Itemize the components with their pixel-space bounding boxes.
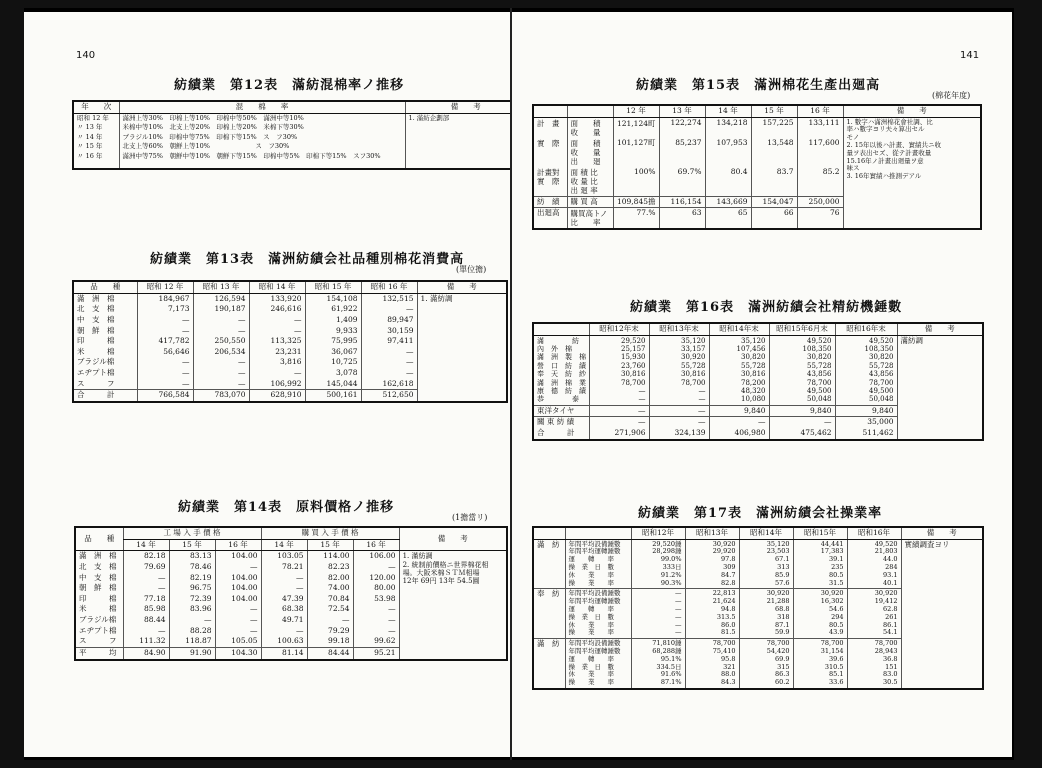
table-row: 北 支 棉 7,173 190,187 246,616 61,922 — <box>73 304 507 315</box>
factory-price-group: 工 場 入 手 價 格 <box>123 527 261 539</box>
table-row: ブラジル棉 88.44 — — 49.71 — — <box>75 615 507 626</box>
company-row: 奉 紡 年間平均設備錘數 年間平均運轉錘數 運 轉 率 操 業 日 數 休 業 率 操 業 率 — — — — — — 22,813 21,624 94.8 313.5 86.0 81.5 30,920 21,288 68.8 318 87.1 59.9 30,920 16,302 54.6 294 80.5 43.9 30,920 19,412 62.8 261 86.1 54.1 <box>533 589 983 639</box>
table-13-unit: (單位擔) <box>456 265 487 274</box>
table-row: ス フ 111.32 118.87 105.05 100.63 99.18 99.62 <box>75 636 507 647</box>
table-14: 品 種 工 場 入 手 價 格 購 買 入 手 價 格 備 考 14 年 15 年 16 年 14 年 15 年 16 年 滿 洲 棉 82.18 83.13 104.00 103.05 114.00 106.00 1. 滿紡調 2. 統制前價格ニ世界棉花相 場。大阪米棉ＳＴＭ相場 12年 69円 13年 54.5圓 北 支 棉 79.69 78.46 — 78.21 82.23 — 中 支 棉 — 82.19 104.00 — 82.00 120.00 朝 鮮 棉 — 96.75 104.00 — 74.00 80.00 印 棉 77.18 72.39 104.00 47.39 70.84 53.98 米 棉 85.98 83.96 — 68.38 72.54 — ブラジル棉 88.44 — — 49.71 — — エヂプト棉 — 88.28 — — 79.29 — ス フ 111.32 118.87 105.05 100.63 99.18 99.62 平 均 84.90 91.90 104.30 81.14 84.44 95.21 <box>74 526 508 661</box>
table-row: 出廻高 購買高トノ 比 率 77.% 63 65 66 76 <box>533 208 981 230</box>
average-row: 平 均 84.90 91.90 104.30 81.14 84.44 95.21 <box>75 647 507 659</box>
table-16: 昭和12年末 昭和13年末 昭和14年末 昭和15年6月末 昭和16年末 備 考 滿 紡 內 外 棉 滿 洲 製 棉 營 口 紡 績 奉 天 紡 紗 滿 洲 棉 業 康 德 紡 績 恭 泰 29,520 25,157 15,930 23,760 30,816 78,700 — — 35,120 33,157 30,920 55,728 30,816 78,700 — — 35,120 107,456 30,820 55,728 30,816 78,200 48,320 10,080 49,520 108,350 30,820 55,728 43,856 78,700 49,500 50,048 49,520 108,350 30,820 55,728 43,856 78,700 49,500 50,048 滿紡調 東洋タイヤ — — 9,840 9,840 9,840 關 東 紡 績 — — — — 35,000 合 計 271,906 324,139 406,980 475,462 511,462 <box>532 322 984 441</box>
table-row: 中 支 棉 — — — 1,409 89,947 <box>73 315 507 326</box>
note: 實績調査ヨリ <box>901 539 983 689</box>
table-14-title: 紡績業 第14表 原料價格ノ推移 <box>178 500 395 515</box>
table-14-unit: (1擔當リ) <box>452 513 488 522</box>
table-row: 朝 鮮 棉 — 96.75 104.00 — 74.00 80.00 <box>75 583 507 594</box>
col-note: 備 考 <box>405 101 510 113</box>
table-row: 〃 16 年 滿洲中等75% 朝鮮中等10% 朝鮮下等15% 印棉中等5% 印棉下等15% スフ30% <box>73 152 510 169</box>
col-rate: 混 棉 率 <box>119 101 405 113</box>
table-row: 昭和 12 年 滿洲上等30% 印棉上等10% 印棉中等50% 滿洲中等10% 1. 滿紡企劃部 <box>73 113 510 123</box>
table-15-title: 紡績業 第15表 滿洲棉花生產出廻高 <box>636 78 881 93</box>
table-row: 〃 14 年 ブラジル10% 印棉中等75% 印棉下等15% ス フ30% <box>73 133 510 142</box>
table-row: 關 東 紡 績 — — — — 35,000 <box>533 417 983 428</box>
table-13: 品 種 昭和 12 年 昭和 13 年 昭和 14 年 昭和 15 年 昭和 16 年 備 考 滿 洲 棉 184,967 126,594 133,920 154,108 132,515 1. 滿紡調 北 支 棉 7,173 190,187 246,616 61,922 — 中 支 棉 — — — 1,409 89,947 朝 鮮 棉 — — — 9,933 30,159 印 棉 417,782 250,550 113,325 75,995 97,411 米 棉 56,646 206,534 23,231 36,067 — ブラジル棉 — — 3,816 10,725 — エヂプト棉 — — — 3,078 — ス フ — — 106,992 145,044 162,618 合 計 766,584 783,070 628,910 500,161 512,650 <box>72 280 508 403</box>
company-row: 滿 紡 年間平均設備錘數 年間平均運轉錘數 運 轉 率 操 業 日 數 休 業 率 操 業 率 71,810錘 68,288錘 95.1% 334.5日 91.6% 87.1% 78,700 75,410 95.8 321 88.0 84.3 78,700 54,420 69.9 315 86.3 60.2 78,700 31,154 39.6 310.5 85.1 33.6 78,700 28,943 36.8 151 83.0 30.5 <box>533 639 983 689</box>
table-15: 12 年 13 年 14 年 15 年 16 年 備 考 計 畫 面 積 收 量 121,124町 122,274 134,218 157,225 133,111 1. 數字ハ滿洲棉花會社調、比 率ハ數字ヨリ夫々算出セル モノ 2. 15年以後ハ計畫、實績共ニ收 量ヲ表出セズ、從テ計畫收量 15.16年ノ計畫出廻量ヲ意 味ス 3. 16年實績ハ推測デアル 實 際 面 積 收 量 出 廻 101,127町 85,237 107,953 13,548 117,600 計畫對 實 際 面 積 比 收 量 比 出 廻 率 100% 69.7% 80.4 83.7 85.2 紡 績 購 買 高 109,845擔 116,154 143,669 154,047 250,000 出廻高 購買高トノ 比 率 77.% 63 65 66 76 <box>532 104 982 230</box>
note: 1. 數字ハ滿洲棉花會社調、比 率ハ數字ヨリ夫々算出セル モノ 2. 15年以後ハ計畫、實績共ニ收 量ヲ表出セズ、從テ計畫收量 15.16年ノ計畫出廻量ヲ意 味ス 3. 16年實績ハ推測デアル <box>843 117 981 229</box>
table-row: 米 棉 56,646 206,534 23,231 36,067 — <box>73 347 507 358</box>
table-row: 中 支 棉 — 82.19 104.00 — 82.00 120.00 <box>75 573 507 584</box>
table-row: 滿 紡 內 外 棉 滿 洲 製 棉 營 口 紡 績 奉 天 紡 紗 滿 洲 棉 業 康 德 紡 績 恭 泰 29,520 25,157 15,930 23,760 30,816 78,700 — — 35,120 33,157 30,920 55,728 30,816 78,700 — — 35,120 107,456 30,820 55,728 30,816 78,200 48,320 10,080 49,520 108,350 30,820 55,728 43,856 78,700 49,500 50,048 49,520 108,350 30,820 55,728 43,856 78,700 49,500 50,048 滿紡調 <box>533 335 983 405</box>
table-17: 昭和12年 昭和13年 昭和14年 昭和15年 昭和16年 備 考 滿 紡 年間平均設備錘數 年間平均運轉錘數 運 轉 率 操 業 日 數 休 業 率 操 業 率 29,520錘 28,298錘 99.0% 333日 91.2% 90.3% 30,920 29,920 97.8 309 84.7 82.8 35,120 23,503 67.1 313 85.9 57.6 44,441 17,383 39.1 235 80.5 31.5 49,520 21,803 44.0 284 93.1 40.1 實績調査ヨリ 奉 紡 年間平均設備錘數 年間平均運轉錘數 運 轉 率 操 業 日 數 休 業 率 操 業 率 — — — — — — 22,813 21,624 94.8 313.5 86.0 81.5 30,920 21,288 68.8 318 87.1 59.9 30,920 16,302 54.6 294 80.5 43.9 30,920 19,412 62.8 261 86.1 54.1 滿 紡 年間平均設備錘數 年間平均運轉錘數 運 轉 率 操 業 日 數 休 業 率 操 業 率 71,810錘 68,288錘 95.1% 334.5日 91.6% 87.1% 78,700 75,410 95.8 321 88.0 84.3 78,700 54,420 69.9 315 86.3 60.2 78,700 31,154 39.6 310.5 85.1 33.6 78,700 28,943 36.8 151 83.0 30.5 <box>532 526 984 690</box>
table-13-title: 紡績業 第13表 滿洲紡績会社品種別棉花消費高 <box>150 252 465 267</box>
page-number: 141 <box>960 50 980 61</box>
table-row: エヂプト棉 — 88.28 — — 79.29 — <box>75 626 507 637</box>
table-row: ス フ — — 106,992 145,044 162,618 <box>73 379 507 390</box>
table-row: 實 際 面 積 收 量 出 廻 101,127町 85,237 107,953 13,548 117,600 <box>533 138 981 167</box>
book-spread <box>24 8 1014 760</box>
note: 滿紡調 <box>897 335 983 440</box>
notes: 1. 滿紡調 2. 統制前價格ニ世界棉花相 場。大阪米棉ＳＴＭ相場 12年 69円 13年 54.5圓 <box>399 551 507 660</box>
company-names: 滿 紡 內 外 棉 滿 洲 製 棉 營 口 紡 績 奉 天 紡 紗 滿 洲 棉 業 康 德 紡 績 恭 泰 <box>533 335 589 405</box>
table-16-title: 紡績業 第16表 滿洲紡績会社精紡機錘數 <box>630 300 903 315</box>
purchase-price-group: 購 買 入 手 價 格 <box>261 527 399 539</box>
table-row: 紡 績 購 買 高 109,845擔 116,154 143,669 154,047 250,000 <box>533 196 981 208</box>
company-row: 滿 紡 年間平均設備錘數 年間平均運轉錘數 運 轉 率 操 業 日 數 休 業 率 操 業 率 29,520錘 28,298錘 99.0% 333日 91.2% 90.3% 30,920 29,920 97.8 309 84.7 82.8 35,120 23,503 67.1 313 85.9 57.6 44,441 17,383 39.1 235 80.5 31.5 49,520 21,803 44.0 284 93.1 40.1 實績調査ヨリ <box>533 539 983 589</box>
table-row: 計畫對 實 際 面 積 比 收 量 比 出 廻 率 100% 69.7% 80.4 83.7 85.2 <box>533 167 981 197</box>
table-row: 滿 洲 棉 184,967 126,594 133,920 154,108 132,515 1. 滿紡調 <box>73 293 507 304</box>
table-row: 北 支 棉 79.69 78.46 — 78.21 82.23 — <box>75 562 507 573</box>
table-17-title: 紡績業 第17表 滿洲紡績会社操業率 <box>638 506 883 521</box>
table-row: 印 棉 77.18 72.39 104.00 47.39 70.84 53.98 <box>75 594 507 605</box>
page-number: 140 <box>76 50 96 61</box>
left-page <box>24 12 510 757</box>
note: 1. 滿紡企劃部 <box>405 113 510 169</box>
right-page <box>512 12 1012 757</box>
table-row: 〃 13 年 米棉中等10% 北支上等20% 印棉上等20% 米棉下等30% <box>73 123 510 132</box>
note: 1. 滿紡調 <box>417 293 507 402</box>
table-row: 計 畫 面 積 收 量 121,124町 122,274 134,218 157,225 133,111 1. 數字ハ滿洲棉花會社調、比 率ハ數字ヨリ夫々算出セル モノ 2. 15年以後ハ計畫、實績共ニ收 量ヲ表出セズ、從テ計畫收量 15.16年ノ計畫出廻量ヲ意 味ス 3. 16年實績ハ推測デアル <box>533 117 981 138</box>
table-12 <box>72 100 510 170</box>
table-row: 〃 15 年 北支上等60% 朝鮮上等10% ス フ30% <box>73 142 510 151</box>
table-row: エヂプト棉 — — — 3,078 — <box>73 368 507 379</box>
table-row: 東洋タイヤ — — 9,840 9,840 9,840 <box>533 405 983 417</box>
table-row: ブラジル棉 — — 3,816 10,725 — <box>73 357 507 368</box>
table-row: 朝 鮮 棉 — — — 9,933 30,159 <box>73 326 507 337</box>
total-row: 合 計 271,906 324,139 406,980 475,462 511,462 <box>533 428 983 440</box>
table-row: 米 棉 85.98 83.96 — 68.38 72.54 — <box>75 604 507 615</box>
table-15-unit: (棉花年度) <box>932 91 971 100</box>
table-row: 滿 洲 棉 82.18 83.13 104.00 103.05 114.00 106.00 1. 滿紡調 2. 統制前價格ニ世界棉花相 場。大阪米棉ＳＴＭ相場 12年 69円 13年 54.5圓 <box>75 551 507 562</box>
table-row: 印 棉 417,782 250,550 113,325 75,995 97,411 <box>73 336 507 347</box>
col-year: 年 次 <box>73 101 119 113</box>
total-row: 合 計 766,584 783,070 628,910 500,161 512,650 <box>73 390 507 402</box>
table-12-title: 紡績業 第12表 滿紡混棉率ノ推移 <box>174 78 405 93</box>
